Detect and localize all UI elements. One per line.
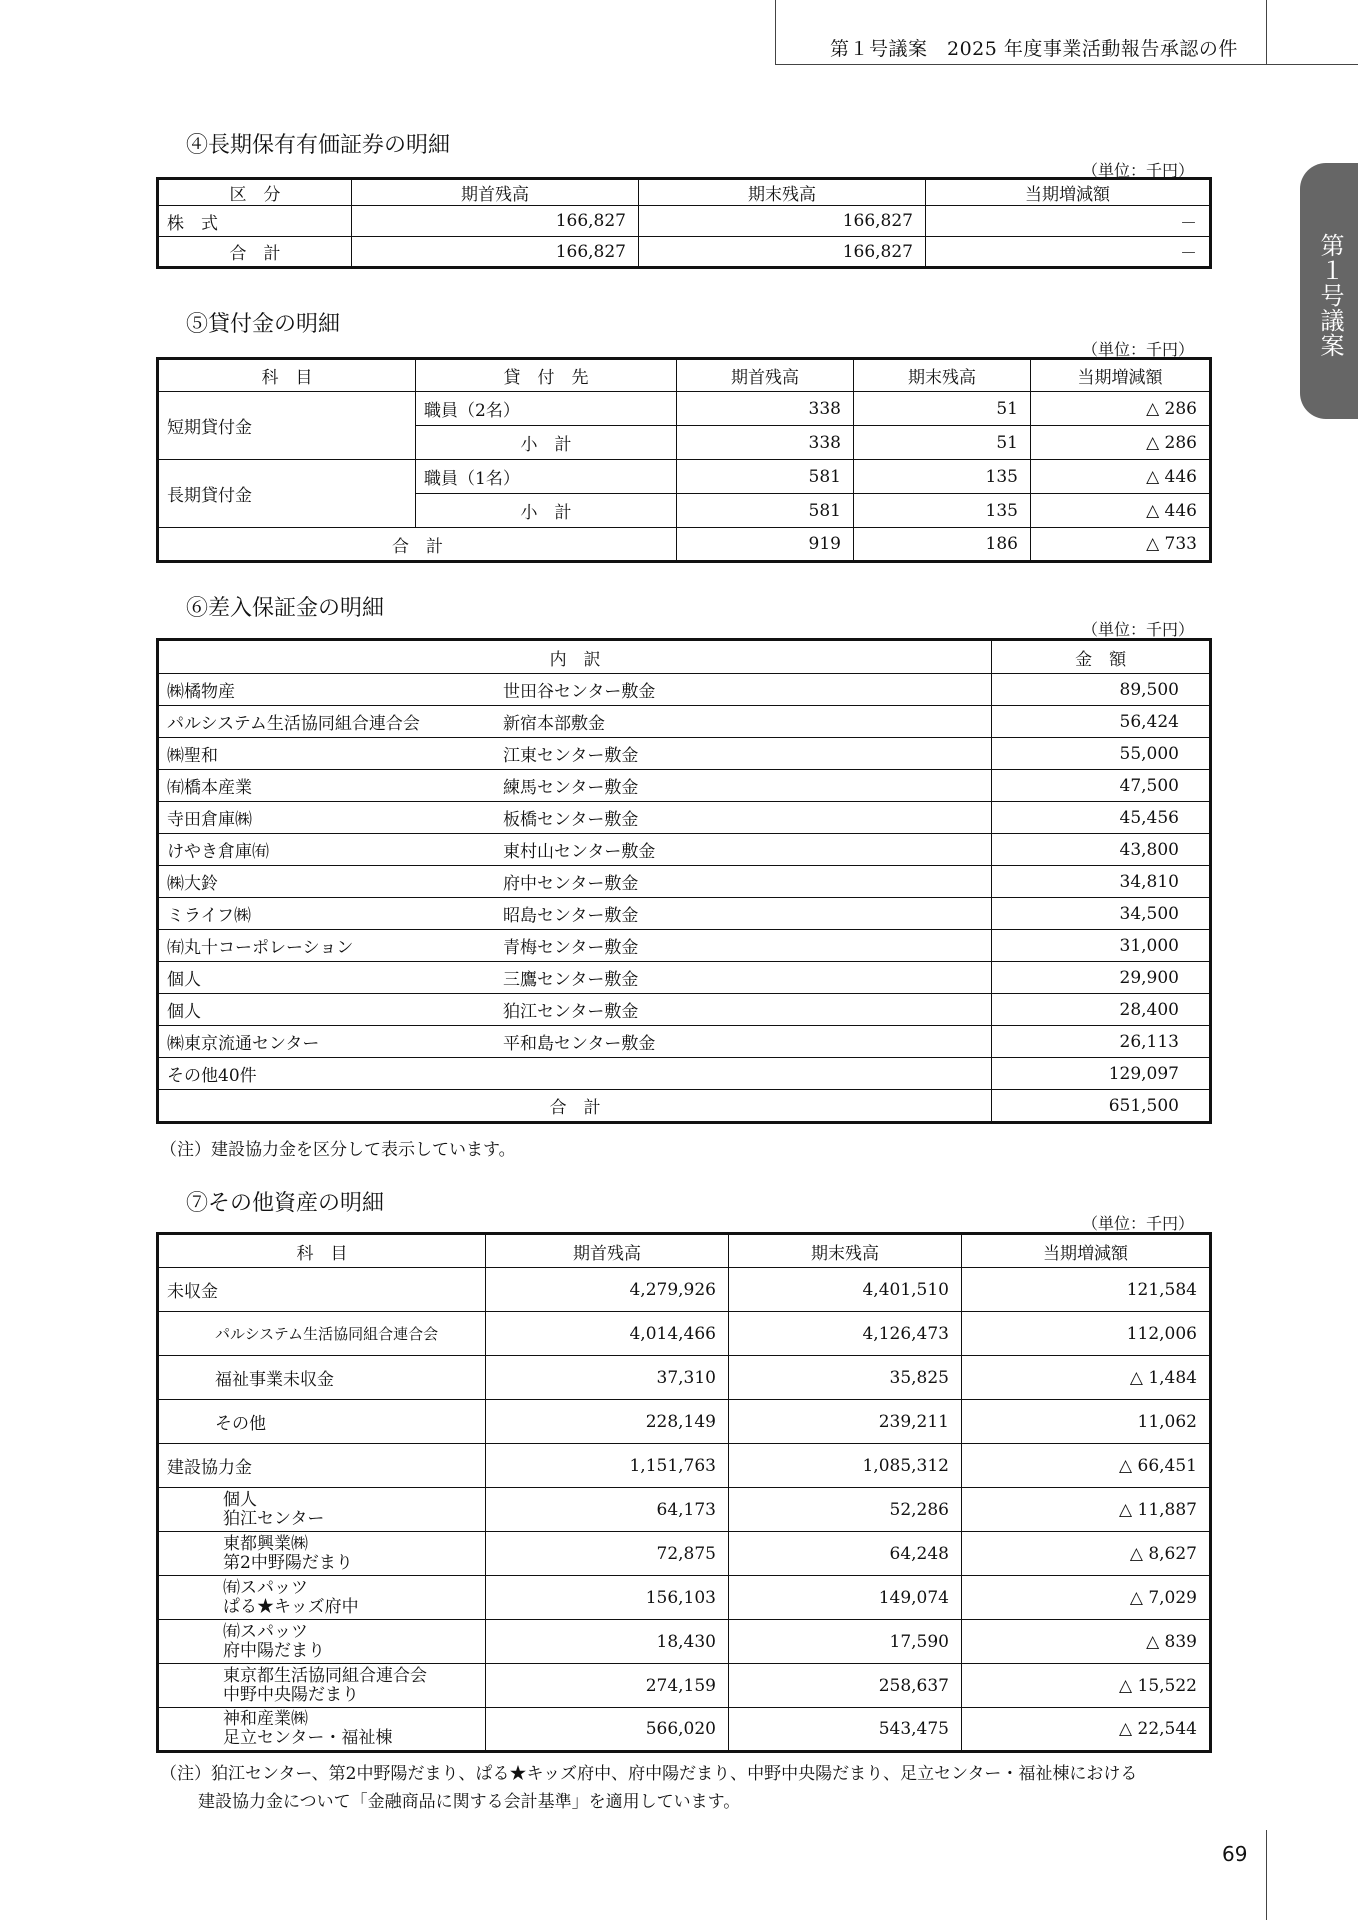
- cell-end: 149,074: [729, 1576, 962, 1620]
- section-7-title: ⑦その他資産の明細: [186, 1191, 385, 1216]
- col-header: 期末残高: [729, 1234, 962, 1268]
- row-label: 株 式: [158, 206, 352, 237]
- cell-change: －: [926, 206, 1211, 237]
- page-number: 69: [1222, 1842, 1248, 1866]
- col-header: 区 分: [158, 179, 352, 206]
- table-row: [158, 1488, 1211, 1532]
- other-assets-note-line2: 建設協力金について「金融商品に関する会計基準」を適用しています。: [198, 1792, 741, 1812]
- cell-end: 135: [854, 460, 1031, 494]
- table-row: [158, 1532, 1211, 1576]
- cell-name: ㈱東京流通センター: [158, 1026, 496, 1058]
- cell-detail: 世田谷センター敷金: [495, 674, 992, 706]
- cell-start: 166,827: [352, 206, 639, 237]
- cell-detail: 板橋センター敷金: [495, 802, 992, 834]
- row-group-label: 短期貸付金: [158, 392, 416, 460]
- row-label: [158, 1488, 486, 1532]
- cell-name: その他40件: [158, 1058, 496, 1090]
- cell-dest: 職員（2名）: [416, 392, 677, 426]
- col-header: 貸 付 先: [416, 359, 677, 392]
- table-header-row: [158, 1234, 1211, 1268]
- cell-change: △ 15,522: [962, 1664, 1211, 1708]
- cell-start: 4,279,926: [486, 1268, 729, 1312]
- row-label-text: 建設協力金: [167, 1458, 252, 1478]
- cell-dest: 小 計: [416, 426, 677, 460]
- table-row: [158, 962, 1211, 994]
- row-label: [158, 1268, 486, 1312]
- side-tab-label: 第１号議案: [1316, 233, 1344, 358]
- table-row: [158, 460, 1211, 494]
- table-row: [158, 1444, 1211, 1488]
- col-header: 金 額: [992, 640, 1211, 674]
- cell-end: 166,827: [639, 206, 926, 237]
- cell-change: △ 286: [1031, 392, 1211, 426]
- col-header: 期首残高: [677, 359, 854, 392]
- row-label-line1: ㈲スパッツ: [223, 1621, 308, 1642]
- cell-change: △ 66,451: [962, 1444, 1211, 1488]
- table-row: [158, 738, 1211, 770]
- table-row: [158, 802, 1211, 834]
- cell-dest: 職員（1名）: [416, 460, 677, 494]
- cell-amount: 34,810: [992, 866, 1211, 898]
- row-label: 合 計: [158, 1090, 992, 1123]
- cell-amount: 45,456: [992, 802, 1211, 834]
- col-header: 科 目: [158, 359, 416, 392]
- cell-amount: 56,424: [992, 706, 1211, 738]
- cell-start: 166,827: [352, 237, 639, 268]
- row-label-text: 福祉事業未収金: [215, 1370, 334, 1390]
- row-label: [158, 1664, 486, 1708]
- row-label: [158, 1576, 486, 1620]
- row-label-text: パルシステム生活協同組合連合会: [215, 1325, 439, 1343]
- col-header: 期首残高: [486, 1234, 729, 1268]
- cell-change: △ 733: [1031, 528, 1211, 562]
- col-header: 当期増減額: [962, 1234, 1211, 1268]
- cell-detail: 青梅センター敷金: [495, 930, 992, 962]
- section-4-title: ④長期保有有価証券の明細: [186, 133, 451, 158]
- table-row: [158, 1708, 1211, 1752]
- table-row-total: [158, 528, 1211, 562]
- cell-detail: 狛江センター敷金: [495, 994, 992, 1026]
- cell-start: 64,173: [486, 1488, 729, 1532]
- cell-amount: 26,113: [992, 1026, 1211, 1058]
- row-label-line1: 東京都生活協同組合連合会: [223, 1665, 427, 1686]
- table-row: [158, 1400, 1211, 1444]
- cell-amount: 28,400: [992, 994, 1211, 1026]
- cell-start: 18,430: [486, 1620, 729, 1664]
- unit-label: （単位：千円）: [1082, 620, 1195, 639]
- header-divider-right: [1266, 0, 1267, 64]
- table-row: [158, 674, 1211, 706]
- header-divider-left: [775, 0, 776, 64]
- header-title: 第１号議案 2025 年度事業活動報告承認の件: [830, 38, 1238, 60]
- row-label-line2: 狛江センター: [223, 1508, 325, 1529]
- cell-end: 1,085,312: [729, 1444, 962, 1488]
- cell-end: 35,825: [729, 1356, 962, 1400]
- cell-change: 11,062: [962, 1400, 1211, 1444]
- row-label: [158, 1312, 486, 1356]
- row-label-line1: 個人: [223, 1489, 257, 1510]
- cell-change: △ 7,029: [962, 1576, 1211, 1620]
- cell-start: 228,149: [486, 1400, 729, 1444]
- cell-name: 個人: [158, 962, 496, 994]
- table-row: [158, 1664, 1211, 1708]
- row-label: 合 計: [158, 237, 352, 268]
- cell-start: 1,151,763: [486, 1444, 729, 1488]
- cell-end: 51: [854, 426, 1031, 460]
- cell-end: 17,590: [729, 1620, 962, 1664]
- cell-amount: 29,900: [992, 962, 1211, 994]
- col-header: 当期増減額: [1031, 359, 1211, 392]
- deposits-note: （注）建設協力金を区分して表示しています。: [160, 1140, 516, 1160]
- cell-start: 919: [677, 528, 854, 562]
- col-header: 内 訳: [158, 640, 992, 674]
- cell-end: 64,248: [729, 1532, 962, 1576]
- cell-start: 37,310: [486, 1356, 729, 1400]
- row-label: [158, 1620, 486, 1664]
- cell-change: △ 1,484: [962, 1356, 1211, 1400]
- cell-start: 4,014,466: [486, 1312, 729, 1356]
- table-row: [158, 1026, 1211, 1058]
- cell-end: 4,126,473: [729, 1312, 962, 1356]
- cell-amount: 129,097: [992, 1058, 1211, 1090]
- cell-detail: 新宿本部敷金: [495, 706, 992, 738]
- row-label-line1: 東都興業㈱: [223, 1533, 308, 1554]
- row-label-line2: 第2中野陽だまり: [223, 1552, 353, 1573]
- cell-name: 個人: [158, 994, 496, 1026]
- table-row: [158, 392, 1211, 426]
- cell-end: 135: [854, 494, 1031, 528]
- cell-start: 156,103: [486, 1576, 729, 1620]
- cell-change: △ 446: [1031, 460, 1211, 494]
- col-header: 科 目: [158, 1234, 486, 1268]
- cell-name: ㈲丸十コーポレーション: [158, 930, 496, 962]
- table-row: [158, 206, 1211, 237]
- section-6-title: ⑥差入保証金の明細: [186, 596, 385, 621]
- table-row: [158, 834, 1211, 866]
- cell-name: パルシステム生活協同組合連合会: [158, 706, 496, 738]
- cell-end: 186: [854, 528, 1031, 562]
- cell-detail: 江東センター敷金: [495, 738, 992, 770]
- cell-change: △ 11,887: [962, 1488, 1211, 1532]
- cell-start: 581: [677, 494, 854, 528]
- table-row-total: [158, 237, 1211, 268]
- securities-table: [156, 177, 1212, 269]
- table-row: [158, 1356, 1211, 1400]
- row-label-line2: 府中陽だまり: [223, 1640, 325, 1661]
- cell-amount: 31,000: [992, 930, 1211, 962]
- cell-change: 121,584: [962, 1268, 1211, 1312]
- cell-end: 166,827: [639, 237, 926, 268]
- cell-end: 52,286: [729, 1488, 962, 1532]
- table-row: [158, 770, 1211, 802]
- section-5-title: ⑤貸付金の明細: [186, 312, 341, 337]
- cell-change: △ 839: [962, 1620, 1211, 1664]
- cell-amount: 55,000: [992, 738, 1211, 770]
- cell-end: 51: [854, 392, 1031, 426]
- cell-amount: 34,500: [992, 898, 1211, 930]
- cell-name: 寺田倉庫㈱: [158, 802, 496, 834]
- row-label-line1: ㈲スパッツ: [223, 1577, 308, 1598]
- table-row: [158, 1312, 1211, 1356]
- table-header-row: [158, 179, 1211, 206]
- cell-start: 566,020: [486, 1708, 729, 1752]
- col-header: 期末残高: [639, 179, 926, 206]
- table-row: [158, 1620, 1211, 1664]
- cell-name: けやき倉庫㈲: [158, 834, 496, 866]
- row-label-text: 未収金: [167, 1282, 218, 1302]
- cell-detail: 三鷹センター敷金: [495, 962, 992, 994]
- table-row: [158, 1268, 1211, 1312]
- cell-detail: 昭島センター敷金: [495, 898, 992, 930]
- cell-name: ミライフ㈱: [158, 898, 496, 930]
- row-group-label: 長期貸付金: [158, 460, 416, 528]
- cell-change: △ 8,627: [962, 1532, 1211, 1576]
- cell-detail: 平和島センター敷金: [495, 1026, 992, 1058]
- cell-change: △ 446: [1031, 494, 1211, 528]
- row-label: [158, 1444, 486, 1488]
- row-label: [158, 1400, 486, 1444]
- unit-label: （単位：千円）: [1082, 161, 1195, 180]
- row-label-line1: 神和産業㈱: [223, 1709, 308, 1729]
- cell-name: ㈱大鈴: [158, 866, 496, 898]
- table-row: [158, 866, 1211, 898]
- cell-end: 4,401,510: [729, 1268, 962, 1312]
- table-row: [158, 994, 1211, 1026]
- cell-dest: 小 計: [416, 494, 677, 528]
- cell-start: 581: [677, 460, 854, 494]
- col-header: 期末残高: [854, 359, 1031, 392]
- row-label: [158, 1356, 486, 1400]
- cell-name: ㈲橋本産業: [158, 770, 496, 802]
- table-header-row: [158, 359, 1211, 392]
- cell-amount: 89,500: [992, 674, 1211, 706]
- table-row-total: [158, 1090, 1211, 1123]
- cell-change: －: [926, 237, 1211, 268]
- cell-change: △ 286: [1031, 426, 1211, 460]
- row-label-line2: 中野中央陽だまり: [223, 1684, 359, 1705]
- other-assets-table: [156, 1232, 1212, 1753]
- loans-table: [156, 357, 1212, 563]
- cell-change: 112,006: [962, 1312, 1211, 1356]
- unit-label: （単位：千円）: [1082, 1214, 1195, 1233]
- row-label-line2: 足立センター・福祉棟: [223, 1728, 393, 1748]
- unit-label: （単位：千円）: [1082, 340, 1195, 359]
- cell-detail: 練馬センター敷金: [495, 770, 992, 802]
- table-row: [158, 706, 1211, 738]
- row-label: [158, 1708, 486, 1752]
- cell-end: 258,637: [729, 1664, 962, 1708]
- cell-change: △ 22,544: [962, 1708, 1211, 1752]
- col-header: 期首残高: [352, 179, 639, 206]
- cell-amount: 651,500: [992, 1090, 1211, 1123]
- footer-divider: [1266, 1830, 1267, 1920]
- cell-name: ㈱聖和: [158, 738, 496, 770]
- section-side-tab[interactable]: [1300, 163, 1358, 419]
- table-header-row: [158, 640, 1211, 674]
- table-row: [158, 930, 1211, 962]
- cell-amount: 43,800: [992, 834, 1211, 866]
- header-rule: [775, 64, 1358, 65]
- col-header: 当期増減額: [926, 179, 1211, 206]
- cell-start: 72,875: [486, 1532, 729, 1576]
- cell-detail: 府中センター敷金: [495, 866, 992, 898]
- cell-start: 338: [677, 392, 854, 426]
- deposits-table: [156, 638, 1212, 1124]
- cell-start: 274,159: [486, 1664, 729, 1708]
- cell-start: 338: [677, 426, 854, 460]
- cell-end: 239,211: [729, 1400, 962, 1444]
- cell-detail: 東村山センター敷金: [495, 834, 992, 866]
- row-label-text: その他: [215, 1414, 266, 1434]
- cell-amount: 47,500: [992, 770, 1211, 802]
- row-label: [158, 1532, 486, 1576]
- row-label-line2: ぱる★キッズ府中: [223, 1596, 359, 1617]
- cell-detail: [495, 1058, 992, 1090]
- cell-end: 543,475: [729, 1708, 962, 1752]
- table-row: [158, 1576, 1211, 1620]
- cell-name: ㈱橘物産: [158, 674, 496, 706]
- table-row: [158, 1058, 1211, 1090]
- row-label: 合 計: [158, 528, 677, 562]
- other-assets-note-line1: （注）狛江センター、第2中野陽だまり、ぱる★キッズ府中、府中陽だまり、中野中央陽だまり、足立センター・福祉棟における: [160, 1764, 1138, 1784]
- table-row: [158, 898, 1211, 930]
